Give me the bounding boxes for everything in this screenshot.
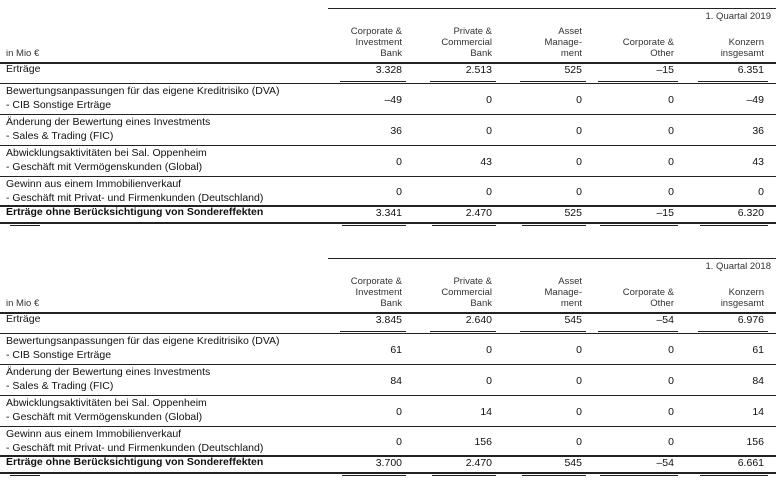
cell-value: 0 <box>576 405 582 418</box>
cell-value: 0 <box>668 435 674 448</box>
cell-value: 6.351 <box>737 64 764 76</box>
revenue-table <box>0 8 783 238</box>
table-bottom-dash <box>700 225 768 226</box>
row-label-line: - CIB Sonstige Erträge <box>6 349 112 361</box>
cell-value: –54 <box>656 457 674 469</box>
cell-underline <box>598 331 678 332</box>
cell-value: –49 <box>384 93 402 106</box>
table-bottom-rule <box>0 472 776 474</box>
cell-value: 0 <box>576 93 582 106</box>
cell-value: 156 <box>746 435 764 448</box>
cell-value: 0 <box>576 343 582 356</box>
column-header-line: Commercial <box>441 287 492 298</box>
table-bottom-dash <box>432 475 496 476</box>
row-label <box>6 334 322 362</box>
column-header-line: Corporate & <box>622 37 674 48</box>
row-label-line: Änderung der Bewertung eines Investments <box>6 116 211 128</box>
table-bottom-dash <box>10 225 40 226</box>
cell-underline <box>698 331 768 332</box>
column-header-line: Investment <box>355 287 402 298</box>
column-header-line: Investment <box>355 37 402 48</box>
column-header-line: Bank <box>380 298 402 309</box>
cell-value: 0 <box>668 343 674 356</box>
column-header-line: Asset <box>558 276 582 287</box>
column-header-line: Other <box>650 298 674 309</box>
column-header-line: Konzern <box>728 37 764 48</box>
cell-value: 43 <box>752 155 764 168</box>
row-label-line: Erträge ohne Berücksichtigung von Sondereffekten <box>6 206 264 218</box>
row-label-line: Bewertungsanpassungen für das eigene Kreditrisiko (DVA) <box>6 335 280 347</box>
column-header <box>508 26 582 59</box>
cell-value: 0 <box>576 155 582 168</box>
cell-value: 0 <box>668 405 674 418</box>
table-bottom-dash <box>522 475 586 476</box>
row-label-line: Änderung der Bewertung eines Investments <box>6 366 211 378</box>
table-top-rule <box>328 258 776 259</box>
cell-value: 36 <box>390 124 402 137</box>
column-header <box>686 287 764 309</box>
row-label-line: Gewinn aus einem Immobilienverkauf <box>6 428 182 440</box>
cell-value: –15 <box>656 64 674 76</box>
row-label-line: Gewinn aus einem Immobilienverkauf <box>6 178 182 190</box>
column-header-line: Bank <box>470 48 492 59</box>
period-label: 1. Quartal 2018 <box>705 261 771 272</box>
row-label-line: - CIB Sonstige Erträge <box>6 99 112 111</box>
row-label <box>6 427 322 455</box>
cell-value: –15 <box>656 207 674 219</box>
column-header-line: Private & <box>453 276 492 287</box>
cell-value: 525 <box>564 207 582 219</box>
cell-value: 0 <box>758 185 764 198</box>
cell-underline <box>520 81 586 82</box>
cell-underline <box>430 331 496 332</box>
row-label-line: - Sales & Trading (FIC) <box>6 130 114 142</box>
cell-value: 2.513 <box>465 64 492 76</box>
cell-value: 84 <box>390 374 402 387</box>
cell-value: 3.341 <box>375 207 402 219</box>
row-label <box>6 396 322 424</box>
row-label <box>6 63 322 76</box>
column-header <box>418 276 492 309</box>
column-header <box>686 37 764 59</box>
column-header-line: Corporate & <box>350 26 402 37</box>
cell-value: 0 <box>668 155 674 168</box>
column-header-line: Corporate & <box>622 287 674 298</box>
cell-value: 545 <box>564 314 582 326</box>
cell-value: 0 <box>396 185 402 198</box>
column-header-line: insgesamt <box>720 298 764 309</box>
unit-label: in Mio € <box>6 298 40 309</box>
cell-value: 84 <box>752 374 764 387</box>
table-bottom-dash <box>700 475 768 476</box>
cell-value: 0 <box>668 185 674 198</box>
table-bottom-dash <box>342 225 406 226</box>
row-label <box>6 313 322 326</box>
column-header <box>418 26 492 59</box>
cell-underline <box>340 331 406 332</box>
cell-value: 0 <box>486 185 492 198</box>
cell-value: 43 <box>480 155 492 168</box>
table-top-rule <box>328 8 776 9</box>
cell-value: 0 <box>486 124 492 137</box>
cell-underline <box>598 81 678 82</box>
row-label-line: - Geschäft mit Privat- und Firmenkunden (Deutschland) <box>6 442 264 454</box>
table-bottom-dash <box>10 475 40 476</box>
cell-value: 0 <box>668 124 674 137</box>
cell-value: 3.328 <box>375 64 402 76</box>
row-label <box>6 206 322 219</box>
row-label <box>6 146 322 174</box>
table-bottom-dash <box>600 475 678 476</box>
cell-value: 61 <box>390 343 402 356</box>
row-label-line: Abwicklungsaktivitäten bei Sal. Oppenheim <box>6 147 207 159</box>
row-label-line: Erträge <box>6 63 41 75</box>
cell-value: 2.470 <box>465 207 492 219</box>
cell-value: 2.470 <box>465 457 492 469</box>
cell-value: –49 <box>746 93 764 106</box>
unit-label: in Mio € <box>6 48 40 59</box>
row-label-line: Bewertungsanpassungen für das eigene Kreditrisiko (DVA) <box>6 85 280 97</box>
column-header-line: ment <box>560 298 582 309</box>
table-bottom-dash <box>600 225 678 226</box>
cell-value: 0 <box>668 93 674 106</box>
cell-underline <box>430 81 496 82</box>
column-header-line: ment <box>560 48 582 59</box>
cell-value: 545 <box>564 457 582 469</box>
row-label-line: - Sales & Trading (FIC) <box>6 380 114 392</box>
cell-value: 0 <box>576 124 582 137</box>
column-header-line: Bank <box>380 48 402 59</box>
column-header-line: Konzern <box>728 287 764 298</box>
column-header-line: Commercial <box>441 37 492 48</box>
cell-value: 2.640 <box>465 314 492 326</box>
row-label-line: Erträge ohne Berücksichtigung von Sondereffekten <box>6 456 264 468</box>
table-bottom-dash <box>342 475 406 476</box>
cell-value: –54 <box>656 314 674 326</box>
column-header <box>508 276 582 309</box>
row-label <box>6 456 322 469</box>
cell-underline <box>698 81 768 82</box>
cell-value: 0 <box>668 374 674 387</box>
table-bottom-dash <box>432 225 496 226</box>
cell-value: 6.320 <box>737 207 764 219</box>
row-label <box>6 115 322 143</box>
column-header <box>328 276 402 309</box>
revenue-table <box>0 258 783 488</box>
cell-value: 61 <box>752 343 764 356</box>
period-label: 1. Quartal 2019 <box>705 11 771 22</box>
column-header-line: Bank <box>470 298 492 309</box>
cell-value: 0 <box>396 435 402 448</box>
row-label <box>6 177 322 205</box>
column-header-line: Manage- <box>544 287 582 298</box>
cell-value: 0 <box>576 185 582 198</box>
cell-value: 36 <box>752 124 764 137</box>
cell-underline <box>340 81 406 82</box>
table-bottom-rule <box>0 222 776 224</box>
cell-value: 0 <box>576 435 582 448</box>
cell-value: 14 <box>752 405 764 418</box>
cell-value: 525 <box>564 64 582 76</box>
cell-value: 0 <box>486 374 492 387</box>
row-label-line: - Geschäft mit Vermögenskunden (Global) <box>6 161 203 173</box>
cell-value: 3.700 <box>375 457 402 469</box>
cell-value: 0 <box>486 93 492 106</box>
column-header <box>328 26 402 59</box>
column-header-line: Asset <box>558 26 582 37</box>
column-header-line: insgesamt <box>720 48 764 59</box>
row-label <box>6 84 322 112</box>
row-label <box>6 365 322 393</box>
column-header <box>586 37 674 59</box>
cell-value: 0 <box>396 405 402 418</box>
cell-value: 6.661 <box>737 457 764 469</box>
cell-value: 0 <box>576 374 582 387</box>
cell-value: 156 <box>474 435 492 448</box>
column-header-line: Corporate & <box>350 276 402 287</box>
cell-value: 6.976 <box>737 314 764 326</box>
cell-value: 0 <box>396 155 402 168</box>
table-bottom-dash <box>522 225 586 226</box>
column-header <box>586 287 674 309</box>
row-label-line: Erträge <box>6 313 41 325</box>
cell-value: 0 <box>486 343 492 356</box>
row-label-line: Abwicklungsaktivitäten bei Sal. Oppenheim <box>6 397 207 409</box>
row-label-line: - Geschäft mit Privat- und Firmenkunden (Deutschland) <box>6 192 264 204</box>
cell-value: 3.845 <box>375 314 402 326</box>
column-header-line: Other <box>650 48 674 59</box>
column-header-line: Manage- <box>544 37 582 48</box>
row-label-line: - Geschäft mit Vermögenskunden (Global) <box>6 411 203 423</box>
cell-value: 14 <box>480 405 492 418</box>
column-header-line: Private & <box>453 26 492 37</box>
cell-underline <box>520 331 586 332</box>
